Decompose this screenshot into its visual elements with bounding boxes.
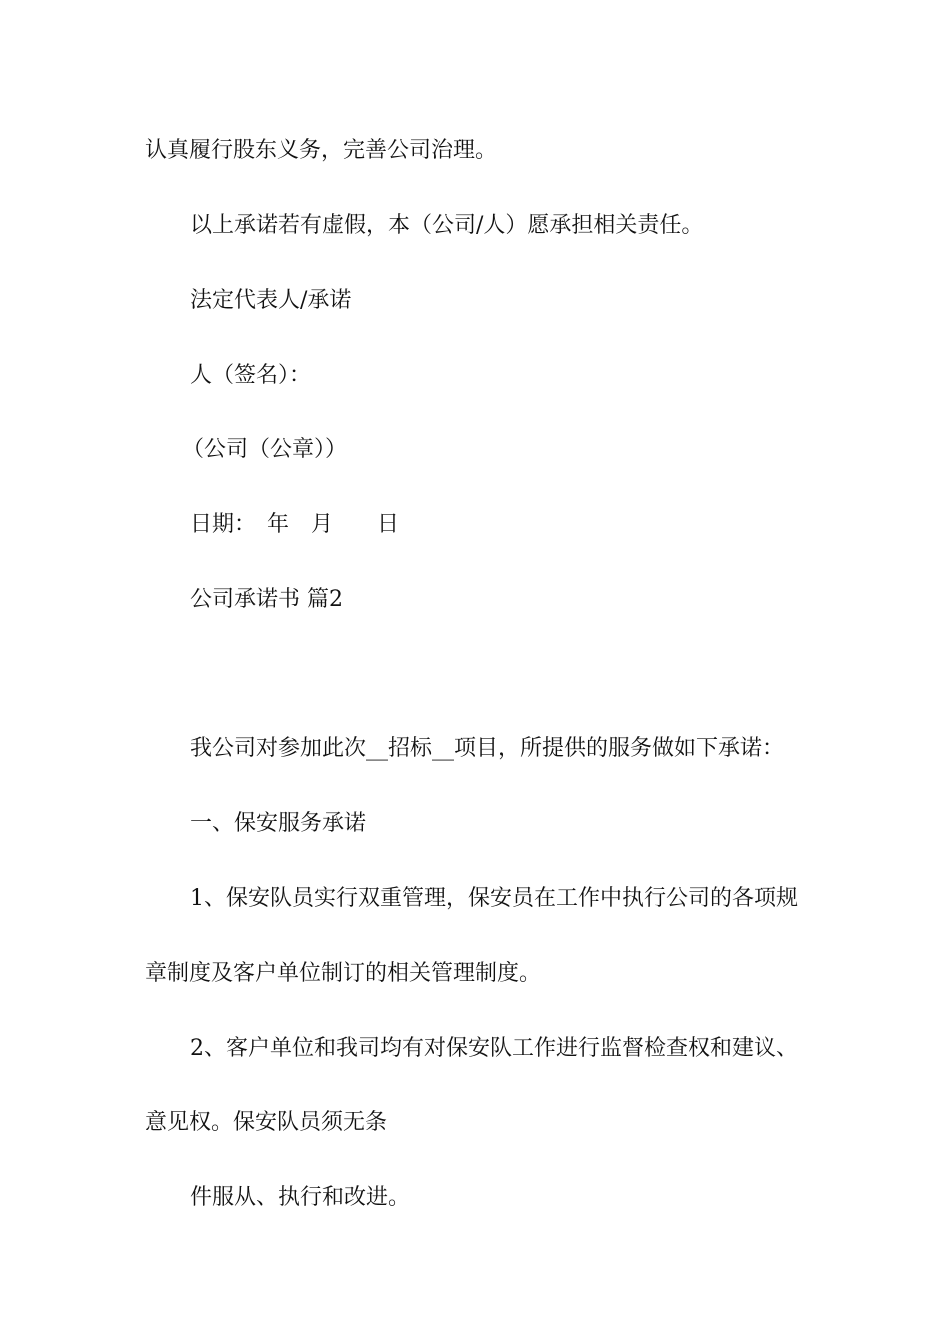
paragraph-line: 件服从、执行和改进。 <box>190 1185 411 1210</box>
paragraph-line: 认真履行股东义务，完善公司治理。 <box>145 138 498 163</box>
paragraph-line: 以上承诺若有虚假，本（公司/人）愿承担相关责任。 <box>190 213 704 238</box>
section-heading: 公司承诺书 篇2 <box>190 587 343 612</box>
paragraph-line: 章制度及客户单位制订的相关管理制度。 <box>145 961 542 986</box>
paragraph-line: 2、客户单位和我司均有对保安队工作进行监督检查权和建议、 <box>190 1036 798 1061</box>
date-line: 日期： 年 月 日 <box>190 512 400 537</box>
signature-label-line: 人（签名）： <box>190 363 312 388</box>
company-seal-line: （公司（公章）） <box>182 437 348 462</box>
paragraph-line: 我公司对参加此次__招标__项目，所提供的服务做如下承诺： <box>190 736 785 761</box>
signature-label-line: 法定代表人/承诺 <box>190 288 352 313</box>
paragraph-line: 意见权。保安队员须无条 <box>145 1110 388 1135</box>
paragraph-line: 1、保安队员实行双重管理，保安员在工作中执行公司的各项规 <box>190 886 798 911</box>
subsection-heading: 一、保安服务承诺 <box>190 811 367 836</box>
